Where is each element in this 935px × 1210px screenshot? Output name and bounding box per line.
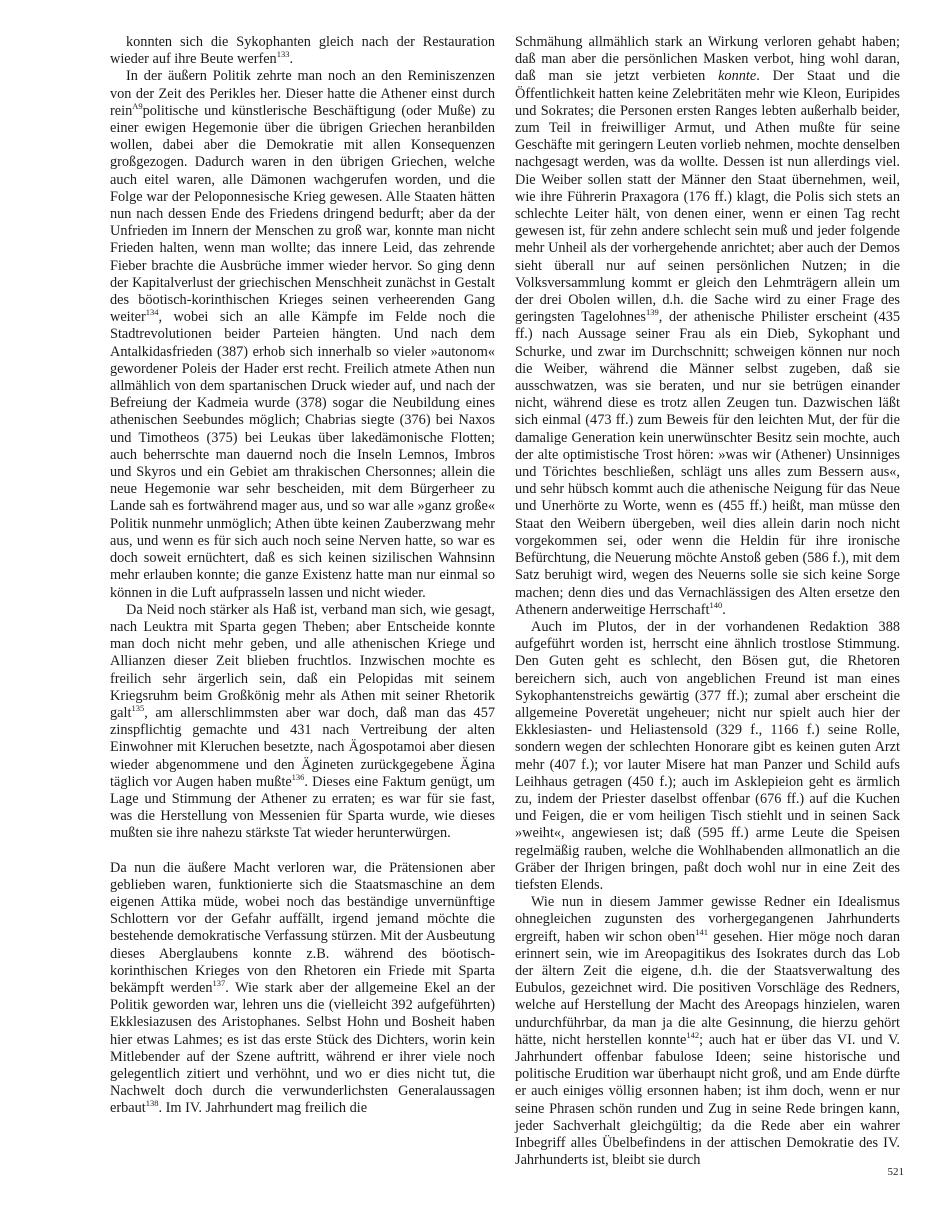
text-run: , wobei sich an alle Kämpfe im Felde noch die Stadtrevolutionen beider Parteien hängten. Und nach dem Antalkidasfrieden (387) erhob sich innerhalb so vieler »autonom« gewordener Poleis der Hader erst recht. Freilich atmete Athen nun allmählich von dem spartanischen Druck wieder auf, und nach der Befreiung der Kadmeia wurde (378) sogar die Neubildung eines athenischen Seebundes möglich; Chabrias siegte (376) bei Naxos und Timotheos (375) bei Leukas über lakedämonische Flotten; auch beherrschte man dauernd noch die Inseln Lemnos, Imbros und Skyros und ein Gebiet am thrakischen Chersonnes; allein die neue Hegemonie war sehr bescheiden, mit dem Bürgerheer zu Lande sah es fortwährend mager aus, und so war alle »ganz große« Politik nunmehr unmöglich; Athen übte keinen Zauberzwang mehr aus, und wenn es für sich auch noch seine Nerven hatte, so war es doch soweit ernüchtert, daß es sich keinen sizilischen Wahnsinn mehr erlauben konnte; die ganze Existenz hatte man nur einmal so können in die Luft aufprasseln lassen und nicht wieder. [110,309,495,601]
paragraph [110,34,495,68]
footnote-reference: 139 [645,307,659,318]
footnote-reference: 135 [131,702,145,713]
text-run: . [722,601,726,618]
paragraph [515,894,900,1169]
text-run: In der äußern Politik zehrte man noch an den Reminiszenzen von der Zeit des Perikles her. Dieser hatte die Athener einst durch rein [110,68,495,119]
paragraph [110,602,495,843]
footnote-reference: 140 [709,599,723,610]
footnote-reference: 142 [686,1029,700,1040]
text-run: Auch im Plutos, der in der vorhandenen Redaktion 388 aufgeführt worden ist, herrscht eine ähnlich trostlose Stimmung. Den Guten geht es schlecht, den Bösen gut, die Rhetoren bereichern sich, auch von angeblichen Freund ist man eines Sykophantenstreichs gewärtig (377 ff.); zumal aber erscheint die allgemeine Poveretät ungeheuer; nicht nur spielt auch hier der Ekklesiasten- und Heliastensold (329 f., 1166 f.) seine Rolle, sondern wegen der schlechten Honorare gibt es keinen guten Arzt mehr (407 f.); vor lauter Misere hat man Panzer und Schild aufs Leihhaus getragen (450 f.); auch im Asklepieion geht es ärmlich zu, indem der Priester daselbst offenbar (676 ff.) auf die Kuchen und Feigen, die er vom heiligen Tisch stiehlt und in seinen Sack »weiht«, angewiesen ist; daß (595 ff.) arme Leute die Speisen regelmäßig rauben, welche die Wohlhabenden allmonatlich an die Gräber der Ihrigen bringen, paßt doch wohl nur in eine Zeit des tiefsten Elends. [515,618,900,893]
paragraph [515,34,900,619]
text-run: Da nun die äußere Macht verloren war, die Prätensionen aber geblieben waren, funktionierte sich die Staatsmaschine an dem eigenen Attika müde, wobei noch das beständige unvernünftige Schlottern vor der Gefahr auffällt, irgend jemand möchte die bestehende demokratische Verfassung stürzen. Mit der Ausbeutung dieses Aberglaubens konnte z.B. während des böotisch-korinthischen Krieges von den Rhetoren ein Friede mit Sparta bekämpft werden [110,859,495,996]
emphasized-text: konnte [718,68,757,85]
text-run: . Der Staat und die Öffentlichkeit hatten keine Zelebritäten mehr wie Kleon, Euripides und Sokrates; die Personen ersten Ranges lebten außerhalb beider, zum Teil in freiwilliger Armut, und Athen mußte für seine Geschäfte mit geringern Leuten vorlieb nehmen, mochte denselben nachgesagt werden, was da wollte. Dessen ist nun allerdings viel. Die Weiber sollen statt der Männer den Staat übernehmen, weil, wie ihre Führerin Praxagora (176 ff.) klagt, die Polis sich stets an schlechte Leiter hält, von denen einer, wenn er einen Tag recht gewesen ist, für zehn andere schlecht sein muß und jeder folgende mehr Unheil als der vorhergehende anrichtet; aber auch der Demos sieht überall nur auf seinen persönlichen Nutzen; in die Volksversammlung kommt er gleich den Lehmträgern allein um der drei Obolen willen, d.h. die Sache wird zu einer Frage des geringsten Tagelohnes [515,68,900,326]
text-run: . [289,51,294,68]
text-run: Da Neid noch stärker als Haß ist, verband man sich, wie gesagt, nach Leuktra mit Sparta gegen Theben; aber Entscheide konnte man doch nicht mehr geben, und alle athenischen Kriege und Allianzen dieser Zeit blieben fruchtlos. Inzwischen mochte es freilich sehr ärgerlich sein, daß ein Pelopidas mit seinem Kriegsruhm beim Großkönig mehr als Athen mit seiner Rhetorik galt [110,601,495,721]
page-number: 521 [887,1166,904,1178]
footnote-reference: 138 [145,1098,159,1109]
footnote-reference: 141 [695,926,708,937]
paragraph [110,860,495,1118]
footnote-reference: 134 [145,307,159,318]
text-run: . Wie stark aber der allgemeine Ekel an der Politik geworden war, lehren uns die (vielleicht 392 aufgeführten) Ekklesiazusen des Aristophanes. Selbst Hohn und Bosheit haben hier etwas Lahmes; es ist das erste Stück des Dichters, worin kein Mitlebender auf der Szene auftritt, während er ihrer viele noch gelegentlich zitiert und verhöhnt, und wo er dies nicht tut, die Nachwelt doch durch die verwunderlichsten Generalaussagen erbaut [110,979,495,1117]
footnote-reference: 133 [276,49,290,60]
text-run: ; auch hat er über das VI. und V. Jahrhundert offenbar fabulose Ideen; seine historische und politische Erudition war überhaupt nicht groß, und am Ende dürfte er auch einiges völlig ersonnen haben; ist ihm doch, wenn er nur seine Phrasen schön runden und Zug in seine Rede bringen kann, jeder Sachverhalt gleichgültig; da die Rede aber ein wahrer Inbegriff alles Übelbefindens in der attischen Demokratie des IV. Jahrhunderts ist, bleibt sie durch [515,1031,900,1169]
text-run: , der athenische Philister erscheint (435 ff.) nach Aussage seiner Frau als ein Dieb, Sykophant und Schurke, und zwar im Durchschnitt; schweigen können nur noch die Weiber, während die Männer selbst zugeben, daß sie ausschwatzen, was sie beraten, und nur sie betrügen einander nicht, während diese es trotz allen Zeugen tun. Dazwischen läßt sich einmal (473 ff.) zum Beweis für den leichten Mut, der für die damalige Generation kein unerwünschter Besitz sein mochte, auch der alte optimistische Trost hören: »was wir (Athener) Unsinniges und Törichtes beschließen, schlägt uns alles zum Bessern aus«, und sehr hübsch kommt auch die athenische Neigung für das Neue und Unerhörte zu Worte, wenn es (455 ff.) heißt, man müsse den Staat den Weibern übergeben, weil dies allein darin noch nicht vorgekommen sei, oder wenn die Heldin für ihre ironische Befürchtung, die Neuerung möchte Anstoß geben (586 f.), mit dem Satz beruhigt wird, wegen des Neuerns solle sie sich keine Sorge machen; denn dies und das Vernachlässigen des Alten ersetze den Athenern anderweitige Herrschaft [515,309,900,618]
footnote-reference: A9 [132,100,143,111]
paragraph [110,68,495,601]
paragraph [515,619,900,894]
text-run: Schmähung allmählich stark an Wirkung verloren gehabt haben; daß man aber die persönlichen Masken verbot, hing wohl daran, daß man sie jetzt verbieten [515,34,900,85]
left-text-column [110,34,495,1118]
text-run: , am allerschlimmsten aber war doch, daß man das 457 zinspflichtig gemachte und 431 nach Vertreibung der alten Einwohner mit Kleruchen besetzte, nach Ägospotamoi aber diesen wieder abgenommene und den Ägineten zurückgegebene Ägina täglich vor Augen haben mußte [110,704,495,790]
footnote-reference: 137 [212,977,226,988]
text-run: Wie nun in diesem Jammer gewisse Redner ein Idealismus ohnegleichen zugunsten des vorhergegangenen Jahrhunderts ergreift, haben wir schon oben [515,894,900,945]
text-run: gesehen. Hier möge noch daran erinnert sein, wie im Areopagitikus des Isokrates durch das Lob der ältern Zeit die eigene, d.h. die der Staatsverwaltung des Eubulos, gezeichnet wird. Die positiven Vorschläge des Redners, welche auf Herstellung der Macht des Areopags hinzielen, waren undurchführbar, da man ja die alte Gesinnung, die hierzu gehört hätte, nicht herstellen konnte [515,928,900,1048]
text-run: konnten sich die Sykophanten gleich nach der Restauration wieder auf ihre Beute werfen [110,34,495,68]
text-run: . Im IV. Jahrhundert mag freilich die [158,1100,368,1117]
text-run: politische und künstlerische Beschäftigung (oder Muße) zu einer ewigen Hegemonie über die übrigen Griechen heranbilden wollen, dabei aber die Demokratie mit allen Konsequenzen großgezogen. Dadurch waren in den übrigen Griechen, welche auch eitel waren, alle Dämonen wachgerufen worden, und die Folge war der Peloponnesische Krieg gewesen. Alle Staaten hätten nun nach dessen Ende des Friedens dringend bedurft; aber da der Unfrieden im Innern der Menschen zu groß war, konnte man nicht Frieden halten, wenn man wollte; das innere Leid, das zehrende Fieber brachte die Ausbrüche immer wieder hervor. So ging denn der Kapitalverlust der griechischen Menschheit zunächst in Gestalt des böotisch-korinthischen Krieges seinen verheerenden Gang weiter [110,102,495,326]
text-run: . Dieses eine Faktum genügt, um Lage und Stimmung der Athener zu erraten; es war für sie fast, was die Herstellung von Messenien für Sparta wurde, wie dieses mußten sie ihre nahezu stärkste Tat wieder herunterwürgen. [110,773,495,842]
footnote-reference: 136 [291,771,305,782]
right-text-column [515,34,900,1169]
